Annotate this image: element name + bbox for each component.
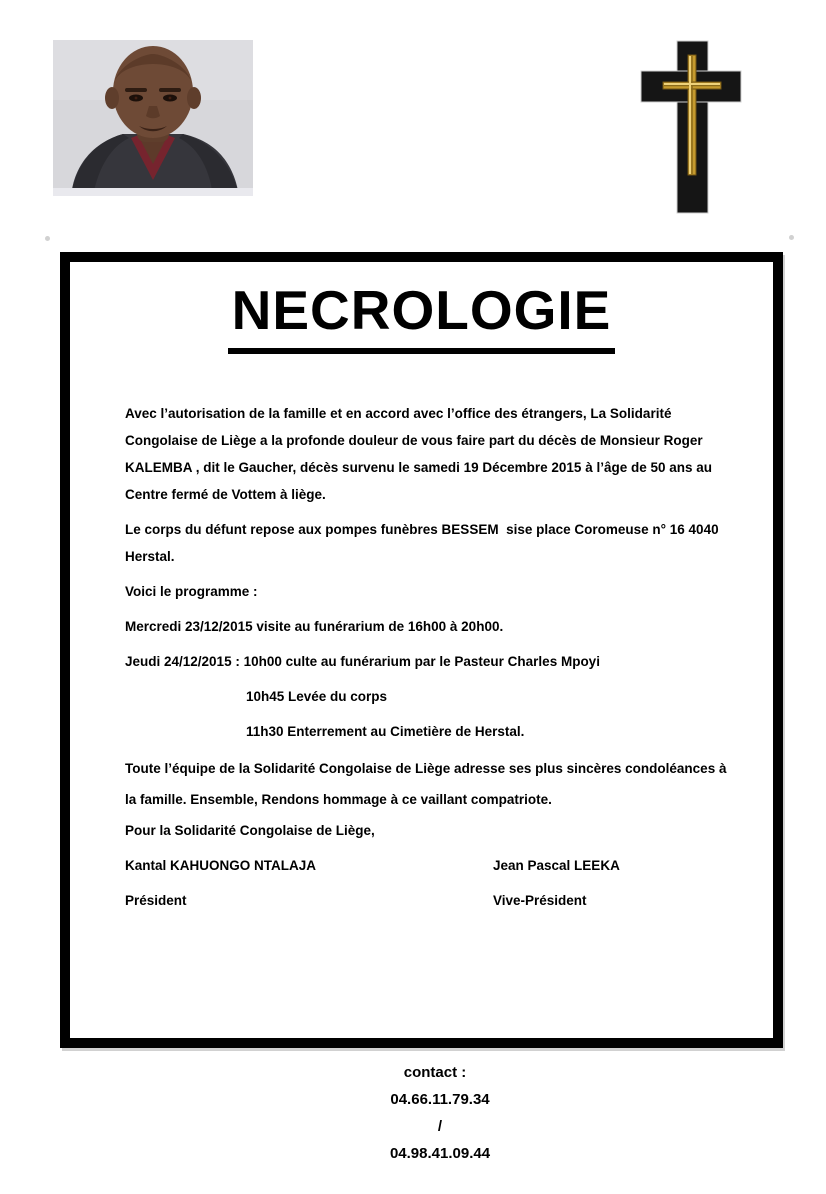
signatures-names-row [125, 852, 730, 887]
paragraph-pour: Pour la Solidarité Congolaise de Liège, [125, 822, 375, 838]
scan-artifact-speck [45, 236, 50, 241]
page-title: NECROLOGIE [228, 282, 616, 354]
memorial-cross-icon [640, 38, 742, 214]
deceased-portrait-image [53, 40, 253, 196]
programme-item-thursday: Jeudi 24/12/2015 : 10h00 culte au funérarium par le Pasteur Charles Mpoyi [125, 653, 600, 669]
programme-label: Voici le programme : [125, 583, 258, 599]
contact-phone-1: 04.66.11.79.34 [390, 1090, 490, 1108]
paragraph-condoleances: Toute l’équipe de la Solidarité Congolaise de Liège adresse ses plus sincères condoléances à la famille. Ensemble, Rendons hommage à ce vaillant compatriote. [125, 760, 731, 807]
title-row [70, 279, 773, 354]
contact-label: contact : [403, 1063, 467, 1081]
contact-phone-2: 04.98.41.09.44 [389, 1144, 491, 1162]
paragraph-repose: Le corps du défunt repose aux pompes funèbres BESSEM sise place Coromeuse n° 16 4040 Herstal. [125, 521, 723, 564]
signatures-titles-row [125, 887, 730, 922]
programme-item-enterrement: 11h30 Enterrement au Cimetière de Herstal. [246, 723, 525, 739]
paragraph-intro: Avec l’autorisation de la famille et en accord avec l’office des étrangers, La Solidarité Congolaise de Liège a la profonde douleur de vous faire part du décès de Monsieur Roger KALEMBA , dit le Gaucher, décès survenu le samedi 19 Décembre 2015 à l’âge de 50 ans au Centre fermé de Vottem à liège. [125, 405, 716, 502]
signature-left-title: Président [125, 892, 187, 908]
programme-item-wednesday: Mercredi 23/12/2015 visite au funérarium de 16h00 à 20h00. [125, 618, 504, 634]
contact-separator: / [437, 1117, 443, 1135]
signature-right-title: Vive-Président [493, 892, 587, 908]
contact-line [125, 1032, 730, 1194]
scan-artifact-speck [789, 235, 794, 240]
signature-right-name: Jean Pascal LEEKA [493, 857, 620, 873]
signature-left-name: Kantal KAHUONGO NTALAJA [125, 857, 317, 873]
programme-item-levee: 10h45 Levée du corps [246, 688, 388, 704]
notice-frame [60, 252, 783, 1162]
cross-icon [640, 38, 742, 214]
notice-body [70, 400, 773, 1194]
portrait-photo [53, 40, 253, 196]
